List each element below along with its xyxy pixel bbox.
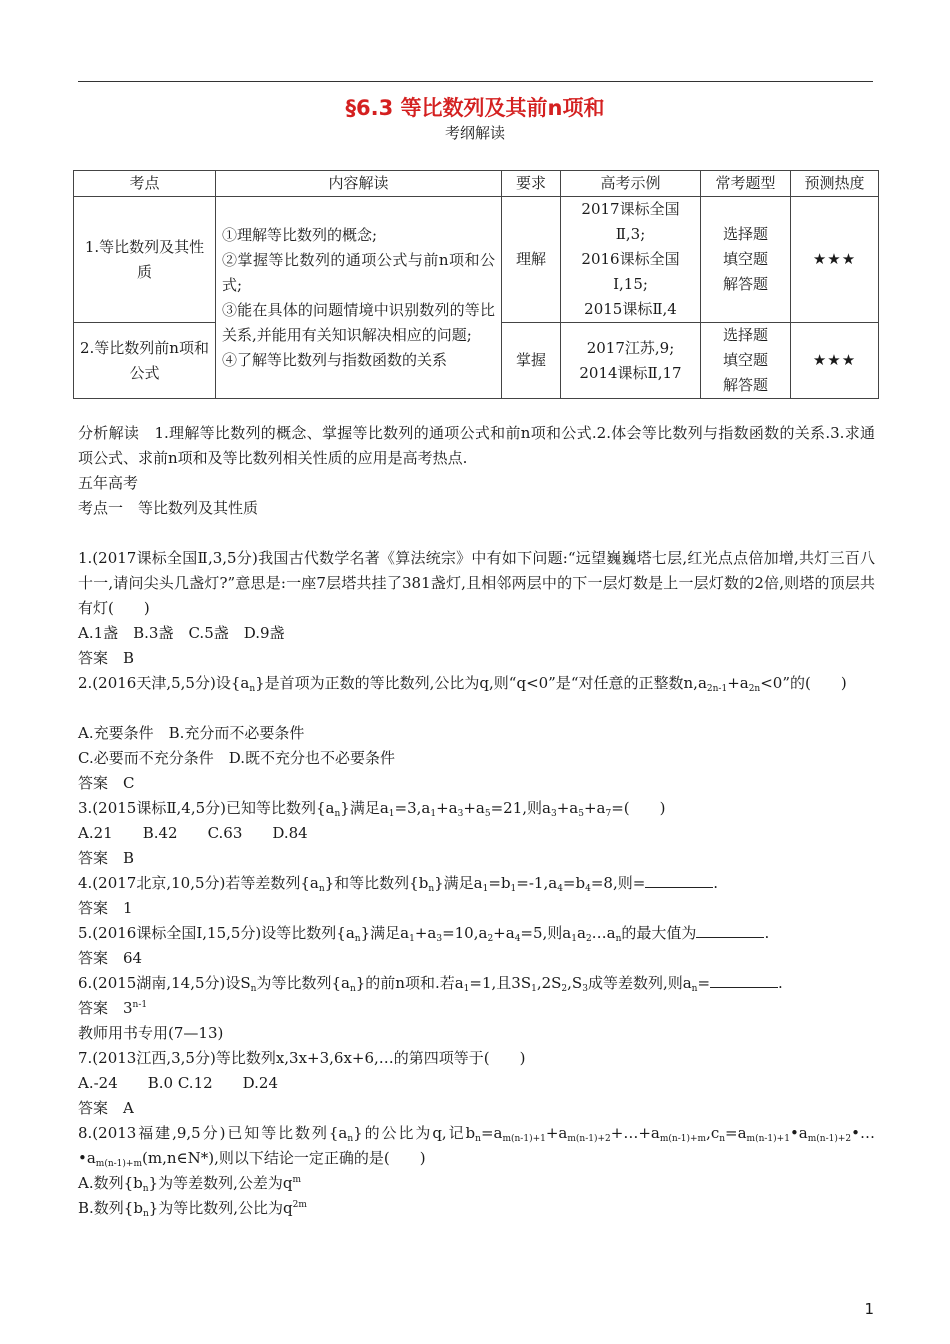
topic-heading: 考点一 等比数列及其性质 [78,499,259,517]
heat-stars: ★★★ [791,323,879,399]
table-header-row [74,171,879,197]
question-8-option-b: B.数列$\{b_n\}$为等比数列,公比为$q^{2m}$ [78,1199,307,1219]
question-7-options: A.-24 B.0 C.12 D.24 [78,1074,279,1092]
answer-2: 答案 C [78,774,135,792]
examples-cell [561,197,701,323]
answer-4: 答案 1 [78,899,133,917]
analysis-paragraph: 分析解读 1.理解等比数列的概念、掌握等比数列的通项公式和前n项和公式.2.体会等比数列与指数函数的关系.3.求通项公式、求前n项和及等比数列相关性质的应用是高考热点. [78,424,875,467]
answer-1: 答案 B [78,649,135,667]
example-line: 2016课标全国 [581,250,680,268]
document-body [78,421,875,1221]
content-item: ②掌握等比数列的通项公式与前n项和公式; [222,250,495,294]
type-line: 选择题 [722,326,768,344]
table-row [74,197,879,323]
example-line: Ⅱ,3; [615,225,646,243]
header-cell: 预测热度 [791,171,879,197]
answer-blank[interactable] [645,873,713,888]
header-rule [78,81,873,82]
question-5: 5.(2016课标全国Ⅰ,15,5分)设等比数列$\{a_n\}$满足$a_1+a_3=10,a_2+a_4=5$,则$a_1a_2\dots a_n$的最大值为 . [78,924,770,944]
point-cell: 1.等比数列及其性质 [74,197,216,323]
question-2-options: A.充要条件 B.充分而不必要条件 [78,724,305,742]
content-cell [216,197,502,399]
types-cell [701,323,791,399]
question-1: 1.(2017课标全国Ⅱ,3,5分)我国古代数学名著《算法统宗》中有如下问题:“远望巍巍塔七层,红光点点倍加增,共灯三百八十一,请问尖头几盏灯?”意思是:一座7层塔共挂了381盏灯,且相邻两层中的下一层灯数是上一层灯数的2倍,则塔的顶层共有灯( ) [78,549,875,617]
question-8: 8.(2013福建,9,5分)已知等比数列$\{a_n\}$的公比为q,记$b_n=a_{m(n-1)+1}+a_{m(n-1)+2}+\dots+a_{m(n-1)+m},c_n=a_{m(n-1)+1}•a_{m(n-1)+2}•\dots•a_{m(n-1)+m}(m,n\in N*)$,则以下结论一定正确的是( ) [78,1124,875,1169]
question-3-options: A.21 B.42 C.63 D.84 [78,824,308,842]
question-4: 4.(2017北京,10,5分)若等差数列$\{a_n\}$和等比数列$\{b_n\}$满足$a_1=b_1=-1,a_4=b_4=8$,则= . [78,874,719,894]
point-cell: 2.等比数列前n项和公式 [74,323,216,399]
section-title: §6.3 等比数列及其前n项和 [345,96,605,120]
requirement-cell: 掌握 [502,323,561,399]
header-cell: 要求 [502,171,561,197]
header-cell: 常考题型 [701,171,791,197]
type-line: 解答题 [722,275,768,293]
example-line: 2017江苏,9; [586,338,675,357]
content-item: ①理解等比数列的概念; [222,225,378,244]
type-line: 填空题 [722,351,768,369]
answer-3: 答案 B [78,849,135,867]
header-cell: 考点 [74,171,216,197]
header-cell: 内容解读 [216,171,502,197]
question-8-option-a: A.数列$\{b_n\}$为等差数列,公差为$q^m$ [78,1174,302,1194]
example-line: 2014课标Ⅱ,17 [579,363,682,382]
heat-stars: ★★★ [791,197,879,323]
section-heading: 五年高考 [78,474,139,492]
answer-blank[interactable] [710,973,778,988]
answer-6: 答案 3$^{n-1}$ [78,999,148,1017]
example-line: Ⅰ,15; [613,275,648,293]
requirement-cell: 理解 [502,197,561,323]
answer-blank[interactable] [696,923,764,938]
question-3: 3.(2015课标Ⅱ,4,5分)已知等比数列$\{a_n\}$满足$a_1=3,a_1+a_3+a_5=21$,则$a_3+a_5+a_7=$( ) [78,799,666,819]
question-6: 6.(2015湖南,14,5分)设$S_n$为等比数列$\{a_n\}$的前n项和.若$a_1=1$,且$3S_1,2S_2,S_3$成等差数列,则$a_n=$ . [78,974,783,994]
type-line: 选择题 [722,225,768,243]
page-number: 1 [864,1300,874,1318]
example-line: 2017课标全国 [581,200,680,218]
example-line: 2015课标Ⅱ,4 [584,300,677,318]
type-line: 填空题 [722,250,768,268]
examples-cell [561,323,701,399]
question-1-options: A.1盏 B.3盏 C.5盏 D.9盏 [78,624,285,642]
question-7: 7.(2013江西,3,5分)等比数列x,3x+3,6x+6,…的第四项等于( ) [78,1049,526,1067]
content-item: ④了解等比数列与指数函数的关系 [222,350,448,369]
question-2: 2.(2016天津,5,5分)设$\{a_n\}$是首项为正数的等比数列,公比为q,则“q<0”是“对任意的正整数$n,a_{2n-1}+a_{2n}<0$”的( ) [78,674,847,694]
question-2-options: C.必要而不充分条件 D.既不充分也不必要条件 [78,749,395,767]
syllabus-table [73,170,879,399]
type-line: 解答题 [722,376,768,394]
answer-7: 答案 A [78,1099,134,1117]
teacher-note: 教师用书专用(7—13) [78,1024,224,1042]
types-cell [701,197,791,323]
syllabus-subtitle: 考纲解读 [444,124,505,142]
header-cell: 高考示例 [561,171,701,197]
content-item: ③能在具体的问题情境中识别数列的等比关系,并能用有关知识解决相应的问题; [222,300,495,344]
answer-5: 答案 64 [78,949,143,967]
